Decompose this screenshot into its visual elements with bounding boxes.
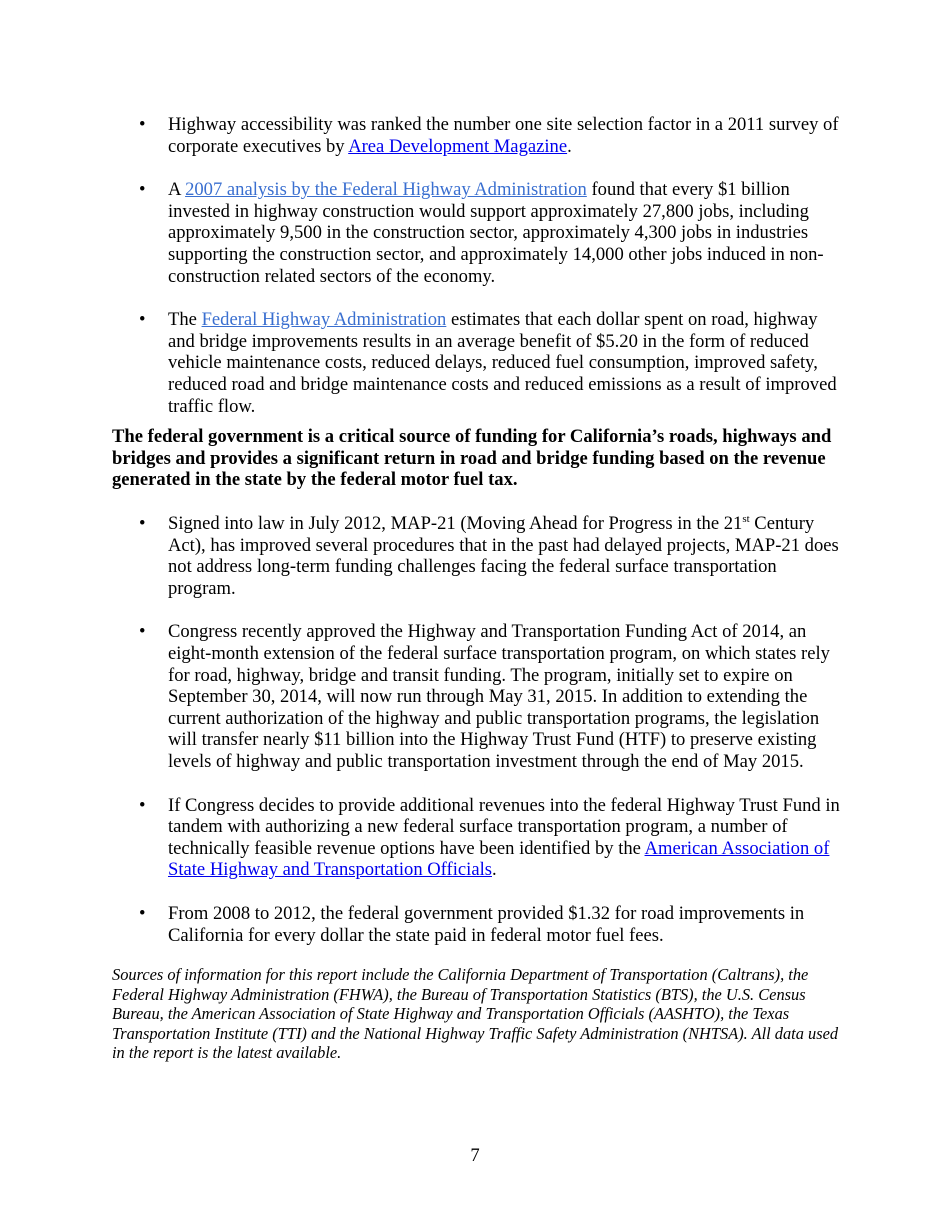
bullet-icon: •: [139, 309, 146, 331]
list-item: [112, 795, 840, 881]
list-item: [112, 114, 840, 157]
fhwa-link[interactable]: Federal Highway Administration: [201, 309, 447, 331]
sources-note: Sources of information for this report include the California Department of Transportation (Caltrans), the Federal Highway Administration (FHWA), the Bureau of Transportation Statistics (BTS), the U.S. Census Bureau, the American Association of State Highway and Transportation Officials (AASHTO), the Texas Transportation Institute (TTI) and the National Highway Traffic Safety Administration (NHTSA). All data used in the report is the latest available.: [112, 965, 839, 1063]
funding-bullet-list: [112, 513, 840, 946]
ordinal-suffix: st: [742, 512, 750, 525]
bullet-icon: •: [139, 513, 146, 534]
bullet-icon: •: [139, 114, 146, 135]
bullet-text-end: .: [491, 859, 497, 881]
bullet-text: The: [168, 309, 202, 331]
list-item: [112, 621, 840, 772]
bullet-text-end: estimates that each dollar spent on road, highway and bridge improvements results in an average benefit of $5.20 in the form of reduced vehicle maintenance costs, reduced delays, reduced fuel consumption, improved safety, reduced road and bridge maintenance costs and reduced emissions as a result of improved traffic flow.: [168, 309, 837, 417]
section-heading: The federal government is a critical source of funding for California’s roads, highways and bridges and provides a significant return in road and bridge funding based on the revenue generated in the state by the federal motor fuel tax.: [112, 426, 832, 491]
list-item: [112, 179, 840, 287]
bullet-icon: •: [139, 621, 146, 643]
bullet-text-end: found that every $1 billion invested in highway construction would support approximately 27,800 jobs, including approximately 9,500 in the construction sector, approximately 4,300 jobs in industries supporting the construction sector, and approximately 14,000 other jobs induced in non-construction related sectors of the economy.: [168, 179, 824, 287]
bullet-text: From 2008 to 2012, the federal government provided $1.32 for road improvements in California for every dollar the state paid in federal motor fuel fees.: [168, 902, 805, 946]
area-development-magazine-link[interactable]: Area Development Magazine: [348, 135, 568, 157]
bullet-text: If Congress decides to provide additional revenues into the federal Highway Trust Fund in tandem with authorizing a new federal surface transportation program, a number of technically feasible revenue options have been identified by the: [168, 794, 840, 859]
list-item: [112, 513, 840, 599]
list-item: [112, 309, 840, 417]
benefits-bullet-list: [112, 114, 840, 417]
bullet-text-end: Century Act), has improved several procedures that in the past had delayed projects, MAP-21 does not address long-term funding challenges facing the federal surface transportation program.: [168, 513, 839, 599]
bullet-text: Congress recently approved the Highway and Transportation Funding Act of 2014, an eight-month extension of the federal surface transportation program, on which states rely for road, highway, bridge and transit funding. The program, initially set to expire on September 30, 2014, will now run through May 31, 2015. In addition to extending the current authorization of the highway and public transportation programs, the legislation will transfer nearly $11 billion into the Highway Trust Fund (HTF) to preserve existing levels of highway and public transportation investment through the end of May 2015.: [168, 621, 830, 772]
page-number: 7: [470, 1145, 480, 1166]
bullet-text: Signed into law in July 2012, MAP-21 (Moving Ahead for Progress in the 21: [168, 513, 743, 534]
bullet-text: A: [168, 179, 186, 201]
list-item: [112, 903, 840, 946]
aashto-link[interactable]: American Association of State Highway and Transportation Officials: [168, 837, 830, 881]
bullet-icon: •: [139, 794, 146, 816]
bullet-icon: •: [139, 179, 146, 201]
bullet-text-end: .: [567, 135, 572, 157]
bullet-icon: •: [139, 902, 146, 924]
fhwa-2007-analysis-link[interactable]: 2007 analysis by the Federal Highway Administration: [185, 179, 587, 201]
bullet-text: Highway accessibility was ranked the number one site selection factor in a 2011 survey of corporate executives by: [168, 114, 839, 157]
